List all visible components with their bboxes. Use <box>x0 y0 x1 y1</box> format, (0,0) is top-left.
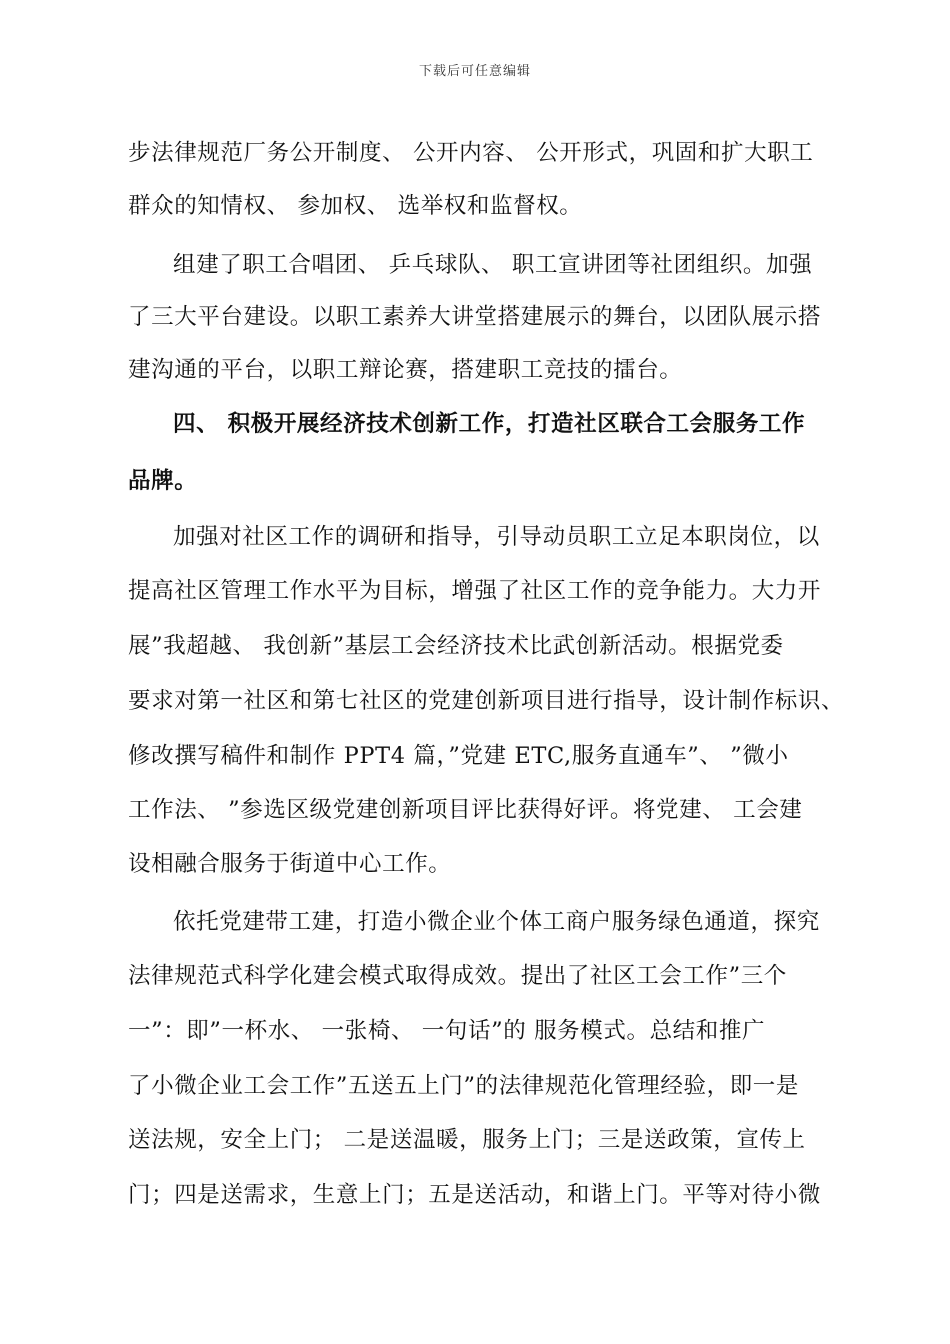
body-line: 展”我超越、 我创新”基层工会经济技术比武创新活动。根据党委 <box>128 633 784 659</box>
section-heading-continued: 品牌。 <box>128 468 198 494</box>
paragraph-first-line: 加强对社区工作的调研和指导，引导动员职工立足本职岗位，以 <box>173 524 820 550</box>
body-line: 要求对第一社区和第七社区的党建创新项目进行指导，设计制作标识、 <box>128 688 845 714</box>
body-line: 送法规，安全上门； 二是送温暖，服务上门；三是送政策，宣传上 <box>128 1127 806 1153</box>
body-line: 设相融合服务于街道中心工作。 <box>128 851 452 877</box>
body-line: 了小微企业工会工作”五送五上门”的法律规范化管理经验，即一是 <box>128 1073 800 1099</box>
body-line: 群众的知情权、 参加权、 选举权和监督权。 <box>128 193 583 219</box>
page-header: 下载后可任意编辑 <box>418 64 531 79</box>
body-line: 建沟通的平台，以职工辩论赛，搭建职工竞技的擂台。 <box>128 357 683 383</box>
paragraph-first-line: 组建了职工合唱团、 乒乓球队、 职工宣讲团等社团组织。加强 <box>173 252 813 278</box>
paragraph-first-line: 依托党建带工建，打造小微企业个体工商户服务绿色通道，探究 <box>173 909 820 935</box>
body-line: 步法律规范厂务公开制度、 公开内容、 公开形式，巩固和扩大职工 <box>128 140 814 166</box>
body-line: 了三大平台建设。以职工素养大讲堂搭建展示的舞台，以团队展示搭 <box>128 304 822 330</box>
body-line: 工作法、 ”参选区级党建创新项目评比获得好评。将党建、 工会建 <box>128 797 803 823</box>
body-line: 提高社区管理工作水平为目标，增强了社区工作的竞争能力。大力开 <box>128 578 822 604</box>
body-line: 修改撰写稿件和制作 PPT4 篇，”党建 ETC,服务直通车”、 ”微小 <box>128 743 789 769</box>
body-line: 一”：即”一杯水、 一张椅、 一句话”的 服务模式。总结和推广 <box>128 1018 766 1044</box>
body-line: 门；四是送需求，生意上门；五是送活动，和谐上门。平等对待小微 <box>128 1182 822 1208</box>
body-line: 法律规范式科学化建会模式取得成效。提出了社区工会工作”三个 <box>128 963 787 989</box>
section-heading: 四、 积极开展经济技术创新工作，打造社区联合工会服务工作 <box>173 411 806 437</box>
